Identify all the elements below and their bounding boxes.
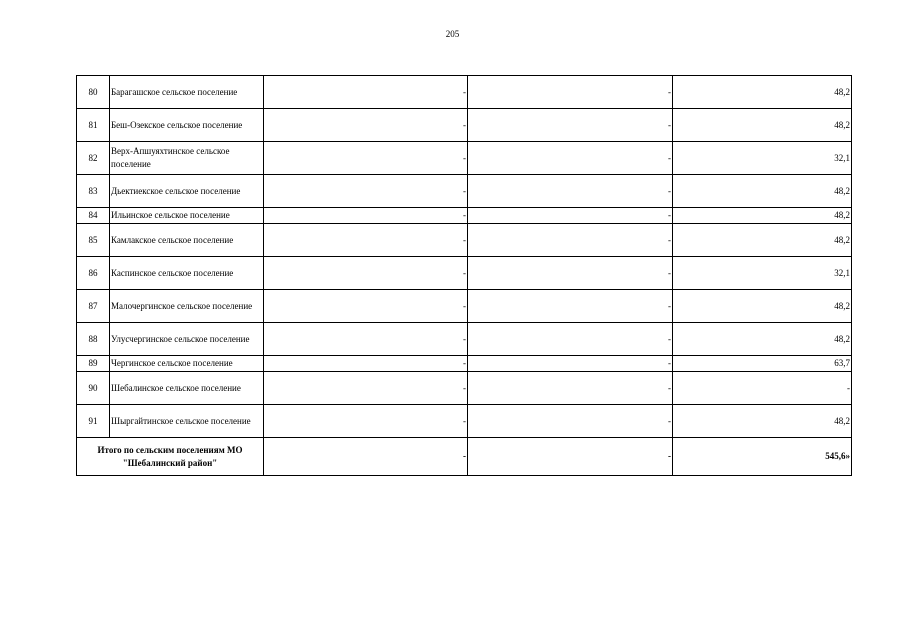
settlement-name: Малочергинское сельское поселение xyxy=(110,290,264,323)
value-col-3: 32,1 xyxy=(673,257,852,290)
value-col-2: - xyxy=(468,224,673,257)
row-number: 82 xyxy=(77,142,110,175)
row-number: 90 xyxy=(77,372,110,405)
value-col-1: - xyxy=(264,175,468,208)
table-row xyxy=(77,208,852,224)
settlement-name: Каспинское сельское поселение xyxy=(110,257,264,290)
table-row xyxy=(77,224,852,257)
value-col-1: - xyxy=(264,208,468,224)
row-number: 84 xyxy=(77,208,110,224)
value-col-3: 48,2 xyxy=(673,405,852,438)
settlement-name: Беш-Озекское сельское поселение xyxy=(110,109,264,142)
total-label: Итого по сельским поселениям МО "Шебалинский район" xyxy=(77,438,264,476)
value-col-1: - xyxy=(264,372,468,405)
table-row xyxy=(77,142,852,175)
table-row xyxy=(77,175,852,208)
value-col-1: - xyxy=(264,323,468,356)
value-col-1: - xyxy=(264,405,468,438)
value-col-2: - xyxy=(468,356,673,372)
table-row xyxy=(77,323,852,356)
page-number: 205 xyxy=(445,29,460,39)
settlement-name: Улусчергинское сельское поселение xyxy=(110,323,264,356)
value-col-2: - xyxy=(468,323,673,356)
value-col-3: 48,2 xyxy=(673,109,852,142)
settlement-name: Ильинское сельское поселение xyxy=(110,208,264,224)
settlement-name: Камлакское сельское поселение xyxy=(110,224,264,257)
value-col-3: - xyxy=(673,372,852,405)
row-number: 85 xyxy=(77,224,110,257)
value-col-2: - xyxy=(468,175,673,208)
value-col-1: - xyxy=(264,290,468,323)
value-col-2: - xyxy=(468,142,673,175)
settlement-name: Чергинское сельское поселение xyxy=(110,356,264,372)
value-col-3: 48,2 xyxy=(673,323,852,356)
value-col-1: - xyxy=(264,257,468,290)
settlement-name: Дьектиекское сельское поселение xyxy=(110,175,264,208)
settlements-table xyxy=(76,75,852,476)
value-col-1: - xyxy=(264,356,468,372)
table-row xyxy=(77,257,852,290)
value-col-3: 48,2 xyxy=(673,224,852,257)
value-col-2: - xyxy=(468,76,673,109)
value-col-2: - xyxy=(468,257,673,290)
value-col-1: - xyxy=(264,76,468,109)
value-col-3: 48,2 xyxy=(673,290,852,323)
value-col-1: - xyxy=(264,142,468,175)
table-row xyxy=(77,290,852,323)
value-col-2: - xyxy=(468,109,673,142)
table-row xyxy=(77,109,852,142)
total-col-3: 545,6» xyxy=(673,438,852,476)
value-col-2: - xyxy=(468,372,673,405)
row-number: 88 xyxy=(77,323,110,356)
settlement-name: Верх-Апшуяхтинское сельское поселение xyxy=(110,142,264,175)
value-col-2: - xyxy=(468,208,673,224)
table-row xyxy=(77,356,852,372)
value-col-2: - xyxy=(468,405,673,438)
settlement-name: Барагашское сельское поселение xyxy=(110,76,264,109)
row-number: 86 xyxy=(77,257,110,290)
row-number: 91 xyxy=(77,405,110,438)
row-number: 89 xyxy=(77,356,110,372)
row-number: 87 xyxy=(77,290,110,323)
settlement-name: Шыргайтинское сельское поселение xyxy=(110,405,264,438)
value-col-3: 63,7 xyxy=(673,356,852,372)
row-number: 83 xyxy=(77,175,110,208)
table-row xyxy=(77,405,852,438)
total-col-2: - xyxy=(468,438,673,476)
total-row xyxy=(77,438,852,476)
row-number: 81 xyxy=(77,109,110,142)
value-col-3: 48,2 xyxy=(673,76,852,109)
table-row xyxy=(77,76,852,109)
value-col-1: - xyxy=(264,224,468,257)
value-col-3: 32,1 xyxy=(673,142,852,175)
settlement-name: Шебалинское сельское поселение xyxy=(110,372,264,405)
value-col-3: 48,2 xyxy=(673,175,852,208)
value-col-3: 48,2 xyxy=(673,208,852,224)
value-col-2: - xyxy=(468,290,673,323)
row-number: 80 xyxy=(77,76,110,109)
value-col-1: - xyxy=(264,109,468,142)
total-col-1: - xyxy=(264,438,468,476)
table-row xyxy=(77,372,852,405)
